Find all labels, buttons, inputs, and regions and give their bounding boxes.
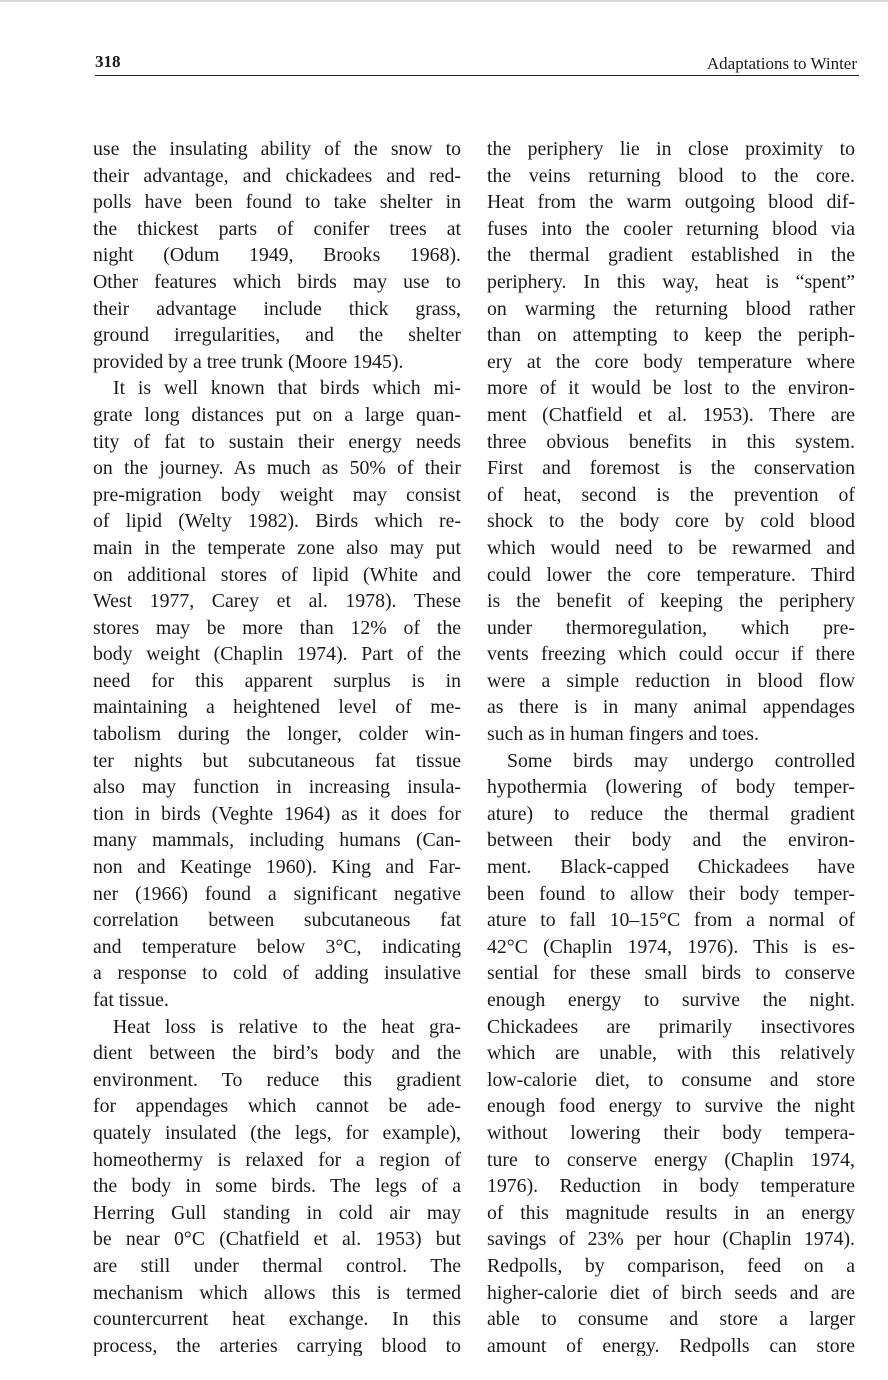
text-line: First and foremost is the conservation xyxy=(487,457,855,480)
text-line: are still under thermal control. The xyxy=(93,1254,461,1277)
text-line: enough energy to survive the night. xyxy=(487,989,855,1011)
text-line: between their body and the environ- xyxy=(487,829,855,852)
text-line: and temperature below 3°C, indicating xyxy=(93,935,461,958)
text-line: higher-calorie diet of birch seeds and are xyxy=(487,1281,855,1304)
text-line: tabolism during the longer, colder win- xyxy=(93,723,461,746)
text-line: shock to the body core by cold blood xyxy=(487,510,855,533)
text-line: Other features which birds may use to xyxy=(93,270,461,293)
text-line: savings of 23% per hour (Chaplin 1974). xyxy=(487,1228,855,1251)
text-line: sential for these small birds to conserve xyxy=(487,962,855,985)
page-top-edge xyxy=(0,0,888,2)
text-line: ner (1966) found a significant negative xyxy=(93,882,461,905)
text-line: countercurrent heat exchange. In this xyxy=(93,1308,461,1331)
text-line: homeothermy is relaxed for a region of xyxy=(93,1148,461,1171)
text-line: 1976). Reduction in body temperature xyxy=(487,1175,855,1198)
text-line: quately insulated (the legs, for example), xyxy=(93,1121,461,1144)
text-line: their advantage include thick grass, xyxy=(93,297,461,320)
text-line: 42°C (Chaplin 1974, 1976). This is es- xyxy=(487,935,855,958)
text-line: tion in birds (Veghte 1964) as it does for xyxy=(93,802,461,825)
running-head: Adaptations to Winter xyxy=(706,54,857,73)
text-line: also may function in increasing insula- xyxy=(93,776,461,799)
text-line: of this magnitude results in an energy xyxy=(487,1201,855,1224)
text-line: ery at the core body temperature where xyxy=(487,350,855,373)
text-line: without lowering their body tempera- xyxy=(487,1121,855,1144)
text-line: such as in human fingers and toes. xyxy=(487,723,759,746)
right-column xyxy=(487,136,855,1356)
text-line: of lipid (Welty 1982). Birds which re- xyxy=(93,510,461,533)
text-line: periphery. In this way, heat is “spent” xyxy=(487,270,855,293)
text-line: amount of energy. Redpolls can store xyxy=(487,1334,855,1356)
text-line: the body in some birds. The legs of a xyxy=(93,1175,461,1198)
text-line: Some birds may undergo controlled xyxy=(507,749,855,772)
text-line: West 1977, Carey et al. 1978). These xyxy=(93,590,461,613)
text-line: more of it would be lost to the environ- xyxy=(487,377,855,400)
text-line: be near 0°C (Chatfield et al. 1953) but xyxy=(93,1228,461,1251)
text-line: a response to cold of adding insulative xyxy=(93,962,461,985)
text-line: Heat loss is relative to the heat gra- xyxy=(113,1015,461,1038)
text-line: on the journey. As much as 50% of their xyxy=(93,457,461,480)
text-line: ground irregularities, and the shelter xyxy=(93,324,461,347)
text-line: ter nights but subcutaneous fat tissue xyxy=(93,749,461,772)
text-line: grate long distances put on a large quan- xyxy=(93,403,461,426)
page-header xyxy=(95,52,857,76)
text-line: Chickadees are primarily insectivores xyxy=(487,1015,855,1038)
text-line: ment (Chatfield et al. 1953). There are xyxy=(487,403,855,426)
text-line: is the benefit of keeping the periphery xyxy=(487,590,855,613)
text-line: which would need to be rewarmed and xyxy=(487,536,855,559)
text-line: use the insulating ability of the snow to xyxy=(93,138,461,160)
text-line: It is well known that birds which mi- xyxy=(113,377,461,400)
text-line: on warming the returning blood rather xyxy=(487,297,855,320)
text-line: hypothermia (lowering of body temper- xyxy=(487,776,855,799)
text-line: low-calorie diet, to consume and store xyxy=(487,1068,855,1091)
text-line: for appendages which cannot be ade- xyxy=(93,1095,461,1118)
text-line: able to consume and store a larger xyxy=(487,1308,855,1331)
text-line: many mammals, including humans (Can- xyxy=(93,829,461,852)
text-line: been found to allow their body temper- xyxy=(487,882,855,905)
header-rule xyxy=(95,75,859,76)
text-line: of heat, second is the prevention of xyxy=(487,483,855,506)
text-line: polls have been found to take shelter in xyxy=(93,191,461,214)
text-line: need for this apparent surplus is in xyxy=(93,669,461,692)
text-line: vents freezing which could occur if there xyxy=(487,643,855,666)
text-line: night (Odum 1949, Brooks 1968). xyxy=(93,244,461,267)
text-line: the veins returning blood to the core. xyxy=(487,164,855,187)
text-line: stores may be more than 12% of the xyxy=(93,616,461,639)
text-line: provided by a tree trunk (Moore 1945). xyxy=(93,350,404,373)
left-column xyxy=(93,136,461,1356)
page-number: 318 xyxy=(95,52,121,71)
text-line: under thermoregulation, which pre- xyxy=(487,616,855,639)
text-line: maintaining a heightened level of me- xyxy=(93,696,461,719)
text-line: which are unable, with this relatively xyxy=(487,1042,855,1065)
text-line: the thickest parts of conifer trees at xyxy=(93,217,461,240)
text-line: three obvious benefits in this system. xyxy=(487,430,855,453)
text-line: non and Keatinge 1960). King and Far- xyxy=(93,856,461,879)
text-line: fuses into the cooler returning blood via xyxy=(487,217,855,240)
text-line: process, the arteries carrying blood to xyxy=(93,1334,461,1356)
text-line: on additional stores of lipid (White and xyxy=(93,563,461,586)
text-line: pre-migration body weight may consist xyxy=(93,483,461,506)
text-line: Redpolls, by comparison, feed on a xyxy=(487,1254,855,1277)
text-line: correlation between subcutaneous fat xyxy=(93,909,461,932)
text-line: could lower the core temperature. Third xyxy=(487,563,855,586)
text-line: Heat from the warm outgoing blood dif- xyxy=(487,191,855,214)
text-line: body weight (Chaplin 1974). Part of the xyxy=(93,643,461,666)
text-line: ature) to reduce the thermal gradient xyxy=(487,802,855,825)
text-line: Herring Gull standing in cold air may xyxy=(93,1201,461,1224)
text-line: were a simple reduction in blood flow xyxy=(487,669,855,692)
text-line: their advantage, and chickadees and red- xyxy=(93,164,461,187)
text-line: than on attempting to keep the periph- xyxy=(487,324,855,347)
text-line: mechanism which allows this is termed xyxy=(93,1281,461,1304)
text-line: ment. Black-capped Chickadees have xyxy=(487,856,855,879)
text-line: the periphery lie in close proximity to xyxy=(487,138,855,160)
text-line: dient between the bird’s body and the xyxy=(93,1042,461,1065)
text-line: environment. To reduce this gradient xyxy=(93,1068,461,1091)
text-line: fat tissue. xyxy=(93,989,169,1011)
text-line: enough food energy to survive the night xyxy=(487,1095,855,1118)
text-line: the thermal gradient established in the xyxy=(487,244,855,267)
text-line: as there is in many animal appendages xyxy=(487,696,855,719)
text-line: tity of fat to sustain their energy needs xyxy=(93,430,461,453)
text-line: ture to conserve energy (Chaplin 1974, xyxy=(487,1148,855,1171)
text-line: main in the temperate zone also may put xyxy=(93,536,461,559)
text-line: ature to fall 10–15°C from a normal of xyxy=(487,909,855,932)
